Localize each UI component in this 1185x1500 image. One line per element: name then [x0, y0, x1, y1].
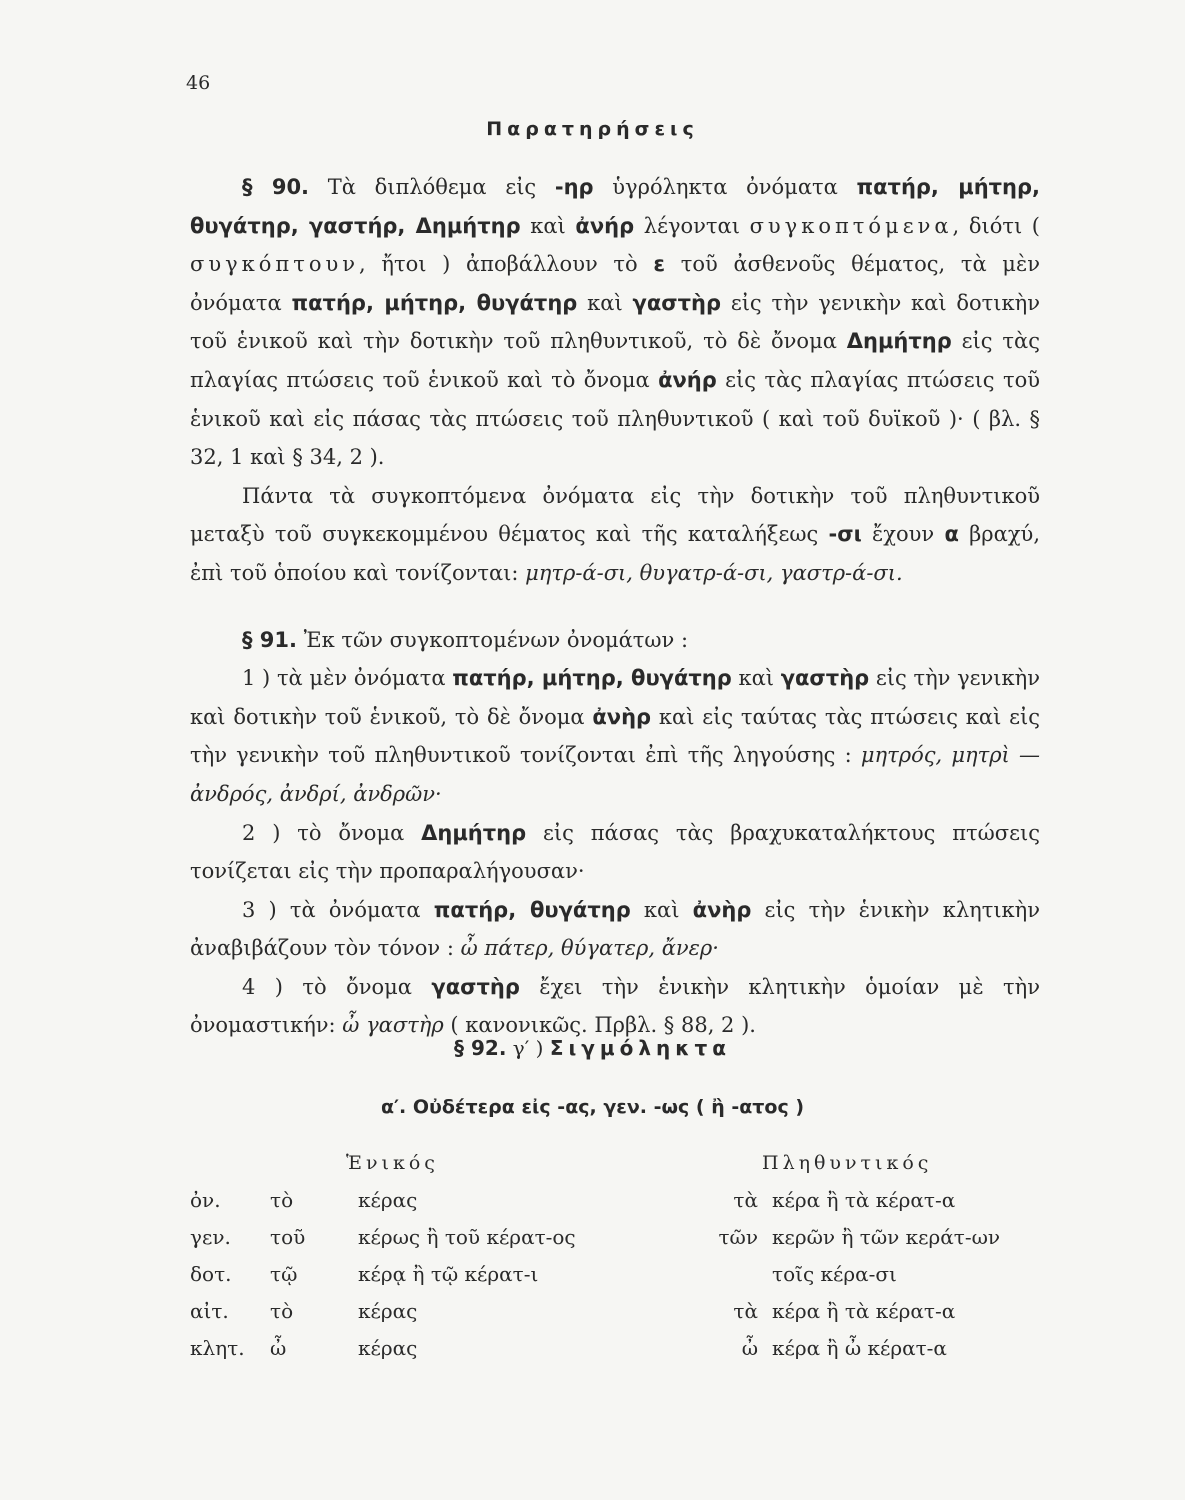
- singular-form: κέρας: [358, 1188, 418, 1212]
- table-row: [190, 1188, 1032, 1225]
- case-label: κλητ.: [190, 1336, 245, 1360]
- text: γ′ ): [506, 1036, 550, 1060]
- section-label: § 91.: [242, 627, 298, 652]
- text: εἰς τὰς πλαγίας πτώσεις τοῦ ἑνικοῦ καὶ εἰς πάσας τὰς πτώσεις τοῦ πληθυντικοῦ ( καὶ τοῦ δυϊκοῦ )· ( βλ. § 32, 1 καὶ § 34, 2 ).: [190, 367, 1040, 470]
- text: Πάντα τὰ συγκοπτόμενα ὀνόματα εἰς τὴν δοτικὴν τοῦ πληθυντικοῦ μεταξὺ τοῦ συγκεκομμένου θέματος καὶ τῆς καταλήξεως: [190, 483, 1040, 547]
- spaced-title: Σιγμόληκτα: [549, 1036, 731, 1060]
- plural-form: κερῶν ἢ τῶν κεράτ-ων: [772, 1225, 1001, 1249]
- bold-term: πατήρ, μήτηρ, θυγάτηρ: [291, 290, 578, 315]
- text: ( κανονικῶς. Πρβλ. § 88, 2 ).: [443, 1013, 756, 1038]
- spacer: [190, 593, 1040, 621]
- text: λέγονται: [634, 213, 750, 238]
- page-number: 46: [186, 72, 211, 94]
- bold-term: -ηρ: [554, 175, 594, 199]
- bold-term: ἀνὴρ: [592, 704, 652, 729]
- bold-term: ἀνὴρ: [692, 897, 752, 922]
- bold-term: -σι: [828, 522, 862, 547]
- bold-term: ἀνήρ: [575, 213, 635, 238]
- list-item-3: [190, 891, 1040, 968]
- article: ὦ: [270, 1336, 287, 1360]
- plural-article: [698, 1262, 772, 1299]
- case-label: γεν.: [190, 1225, 231, 1249]
- table-row: [190, 1299, 1032, 1336]
- text: εἰς τὴν γενικὴν καὶ δοτικὴν τοῦ ἑνικοῦ καὶ τὴν δοτικὴν τοῦ πληθυντικοῦ, τὸ δὲ ὄνομα: [190, 290, 1041, 354]
- example: ὦ πάτερ, θύγατερ, ἄνερ·: [460, 936, 719, 961]
- item-text: 1 ) τὰ μὲν ὀνόματα: [242, 666, 453, 691]
- article: τοῦ: [270, 1225, 306, 1249]
- list-item-2: [190, 814, 1040, 891]
- bold-term: Δημήτηρ: [421, 820, 527, 845]
- column-header-singular: Ἑνικός: [346, 1152, 439, 1174]
- list-item-1: [190, 659, 1040, 813]
- text: ἔχει τὴν ἑνικὴν κλητικὴν ὁμοίαν μὲ τὴν ὀνομαστικήν:: [190, 974, 1040, 1038]
- text: εἰς πάσας τὰς βραχυκαταλήκτους πτώσεις τονίζεται εἰς τὴν προπαραλήγουσαν·: [190, 820, 1040, 884]
- spaced-term: συγκόπτουν: [190, 252, 360, 277]
- text: τοῦ ἀσθενοῦς θέματος, τὰ μὲν ὀνόματα: [190, 252, 1040, 315]
- article: τὸ: [270, 1299, 294, 1323]
- body-text: [190, 168, 1040, 1045]
- bold-term: ἀνήρ: [658, 367, 717, 392]
- bold-term: α: [944, 522, 959, 547]
- plural-article: τὰ: [733, 1299, 758, 1323]
- text: Ἐκ τῶν συγκοπτομένων ὀνομάτων :: [297, 627, 689, 652]
- item-text: 2 ) τὸ ὄνομα: [242, 820, 422, 845]
- plural-form: κέρα ἢ τὰ κέρατ-α: [772, 1299, 956, 1323]
- table-row: [190, 1262, 1032, 1299]
- singular-form: κέρας: [358, 1336, 418, 1360]
- paragraph-dative: [190, 477, 1040, 593]
- singular-form: κέρας: [358, 1299, 418, 1323]
- singular-form: κέρᾳ ἢ τῷ κέρατ-ι: [358, 1262, 539, 1286]
- section-label: § 90.: [242, 175, 310, 199]
- case-label: αἰτ.: [190, 1299, 229, 1323]
- example: μητρ-ά-σι, θυγατρ-ά-σι, γαστρ-ά-σι.: [525, 560, 903, 585]
- bold-term: πατήρ, μήτηρ, θυγάτηρ, γαστήρ, Δημήτηρ: [190, 175, 1041, 238]
- paragraph-s90: [190, 168, 1040, 477]
- plural-article: τὰ: [733, 1188, 758, 1212]
- item-text: 3 ) τὰ ὀνόματα: [242, 897, 434, 922]
- text: εἰς τὴν ἑνικὴν κλητικὴν ἀναβιβάζουν τὸν τόνον :: [190, 897, 1041, 961]
- text: , διότι (: [952, 213, 1041, 238]
- bold-term: πατήρ, θυγάτηρ: [433, 897, 631, 922]
- text: καὶ εἰς ταύτας τὰς πτώσεις καὶ εἰς τὴν γενικὴν τοῦ πληθυντικοῦ τονίζονται ἐπὶ τῆς ληγούσης :: [190, 704, 1040, 768]
- paragraph-s91: [190, 621, 1040, 660]
- plural-form: τοῖς κέρα-σι: [772, 1262, 897, 1286]
- plural-article: ὦ: [741, 1336, 758, 1360]
- bold-term: πατήρ, μήτηρ, θυγάτηρ: [452, 666, 732, 691]
- text: καὶ: [520, 213, 576, 238]
- table-row: [190, 1336, 1032, 1373]
- text: ἔχουν: [861, 522, 945, 547]
- table-row: [190, 1225, 1032, 1262]
- case-label: ὀν.: [190, 1188, 221, 1212]
- item-text: 4 ) τὸ ὄνομα: [242, 974, 432, 999]
- text: εἰς τὰς πλαγίας πτώσεις τοῦ ἑνικοῦ καὶ τὸ ὄνομα: [190, 329, 1040, 392]
- example: ὦ γαστὴρ: [342, 1013, 444, 1038]
- article: τὸ: [270, 1188, 294, 1212]
- bold-term: Δημήτηρ: [846, 329, 952, 354]
- table-subtitle: α′. Οὐδέτερα εἰς -ας, γεν. -ως ( ἢ -ατος ): [380, 1096, 805, 1118]
- bold-term: γαστὴρ: [431, 974, 520, 999]
- singular-form: κέρως ἢ τοῦ κέρατ-ος: [358, 1225, 576, 1249]
- text: καὶ: [630, 897, 693, 922]
- plural-article: τῶν: [718, 1225, 758, 1249]
- text: βραχύ, ἐπὶ τοῦ ὁποίου καὶ τονίζονται:: [190, 522, 1041, 585]
- list-item-4: [190, 968, 1040, 1045]
- text: καὶ: [731, 666, 781, 691]
- text: , ἤτοι ) ἀποβάλλουν τὸ: [359, 252, 654, 277]
- bold-term: γαστὴρ: [632, 290, 721, 315]
- section-label: § 92.: [454, 1036, 507, 1060]
- column-header-plural: Πληθυντικός: [762, 1152, 933, 1174]
- spaced-term: συγκοπτόμενα: [749, 213, 953, 238]
- text: ὑγρόληκτα ὀνόματα: [593, 175, 857, 199]
- article: τῷ: [270, 1262, 298, 1286]
- declension-table: [190, 1188, 1032, 1373]
- bold-term: γαστὴρ: [780, 666, 870, 691]
- plural-form: κέρα ἢ τὰ κέρατ-α: [772, 1188, 956, 1212]
- case-label: δοτ.: [190, 1262, 232, 1286]
- text: καὶ: [577, 290, 633, 315]
- text: εἰς τὴν γενικὴν καὶ δοτικὴν τοῦ ἑνικοῦ, τὸ δὲ ὄνομα: [190, 666, 1041, 729]
- example: μητρός, μητρὶ — ἀνδρός, ἀνδρί, ἀνδρῶν·: [190, 743, 1040, 806]
- text: Τὰ διπλόθεμα εἰς: [309, 175, 555, 199]
- plural-form: κέρα ἢ ὦ κέρατ-α: [772, 1336, 947, 1360]
- bold-term: ε: [653, 252, 666, 277]
- section-heading: Παρατηρήσεις: [486, 118, 699, 140]
- table-title: [0, 1036, 1185, 1060]
